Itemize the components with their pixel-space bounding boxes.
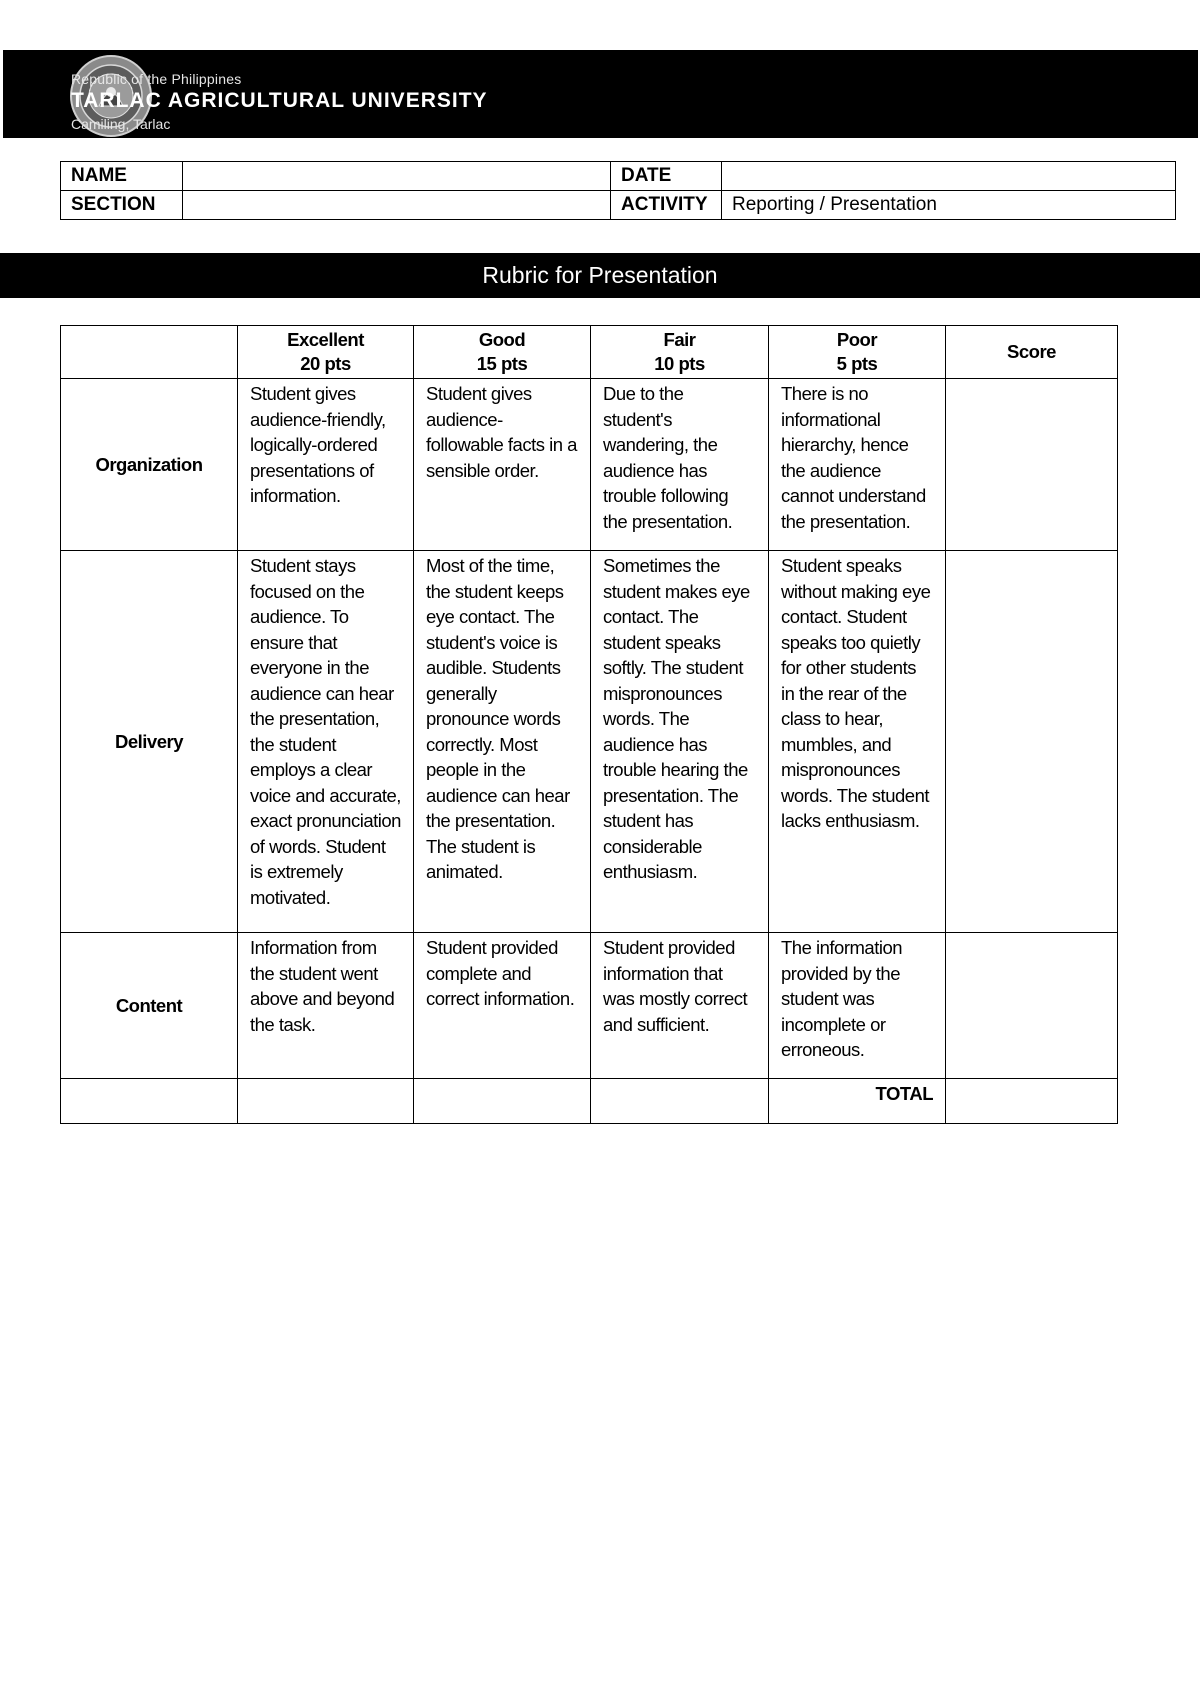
- republic-text: Republic of the Philippines: [71, 71, 242, 87]
- empty-cell: [238, 1079, 414, 1124]
- rubric-table: [60, 325, 1118, 1124]
- column-header-fair: [591, 326, 769, 379]
- empty-cell: [591, 1079, 769, 1124]
- descriptor-cell: Student provided complete and correct information.: [414, 933, 591, 1079]
- descriptor-cell: Student gives audience-friendly, logically-ordered presentations of information.: [238, 379, 414, 551]
- total-label: TOTAL: [769, 1079, 946, 1124]
- empty-cell: [414, 1079, 591, 1124]
- score-cell-organization[interactable]: [946, 379, 1118, 551]
- activity-label: ACTIVITY: [611, 191, 722, 220]
- criterion-delivery: Delivery: [61, 551, 238, 933]
- descriptor-cell: Student stays focused on the audience. To ensure that everyone in the audience can hear the presentation, the student employs a clear voice and accurate, exact pronunciation of words. Student is extremely motivated.: [238, 551, 414, 933]
- column-name: Good: [478, 329, 526, 350]
- column-header-poor: [769, 326, 946, 379]
- column-name: Fair: [663, 329, 696, 350]
- rubric-row-organization: [61, 379, 1118, 551]
- column-points: 5 pts: [836, 353, 878, 374]
- total-score-cell[interactable]: [946, 1079, 1118, 1124]
- activity-field[interactable]: Reporting / Presentation: [722, 191, 1176, 220]
- criterion-content: Content: [61, 933, 238, 1079]
- descriptor-cell: Most of the time, the student keeps eye contact. The student's voice is audible. Students generally pronounce words correctly. Most people in the audience can hear the presentation. The student is animated.: [414, 551, 591, 933]
- descriptor-cell: Sometimes the student makes eye contact. The student speaks softly. The student mispronounces words. The audience has trouble hearing the presentation. The student has considerable enthusiasm.: [591, 551, 769, 933]
- score-cell-content[interactable]: [946, 933, 1118, 1079]
- column-header-good: [414, 326, 591, 379]
- student-info-table: [60, 161, 1176, 220]
- descriptor-cell: Student gives audience-followable facts in a sensible order.: [414, 379, 591, 551]
- descriptor-cell: Student speaks without making eye contact. Student speaks too quietly for other students in the rear of the class to hear, mumbles, and mispronounces words. The student lacks enthusiasm.: [769, 551, 946, 933]
- info-row-section: [61, 191, 1176, 220]
- descriptor-cell: Information from the student went above and beyond the task.: [238, 933, 414, 1079]
- section-label: SECTION: [61, 191, 183, 220]
- empty-cell: [61, 1079, 238, 1124]
- date-label: DATE: [611, 162, 722, 191]
- header-band: [3, 50, 1198, 138]
- university-name: TARLAC AGRICULTURAL UNIVERSITY: [71, 89, 488, 112]
- criterion-organization: Organization: [61, 379, 238, 551]
- column-points: 15 pts: [476, 353, 528, 374]
- descriptor-cell: The information provided by the student was incomplete or erroneous.: [769, 933, 946, 1079]
- date-field[interactable]: [722, 162, 1176, 191]
- location-text: Camiling, Tarlac: [71, 116, 171, 132]
- name-field[interactable]: [183, 162, 611, 191]
- rubric-row-delivery: [61, 551, 1118, 933]
- rubric-title: Rubric for Presentation: [0, 253, 1200, 298]
- section-field[interactable]: [183, 191, 611, 220]
- name-label: NAME: [61, 162, 183, 191]
- info-row-name: [61, 162, 1176, 191]
- descriptor-cell: Due to the student's wandering, the audience has trouble following the presentation.: [591, 379, 769, 551]
- descriptor-cell: Student provided information that was mostly correct and sufficient.: [591, 933, 769, 1079]
- score-cell-delivery[interactable]: [946, 551, 1118, 933]
- column-name: Excellent: [287, 329, 364, 350]
- column-header-score: Score: [946, 326, 1118, 379]
- column-name: Poor: [836, 329, 878, 350]
- column-points: 20 pts: [300, 353, 351, 374]
- rubric-row-content: [61, 933, 1118, 1079]
- rubric-header-row: [61, 326, 1118, 379]
- descriptor-cell: There is no informational hierarchy, hence the audience cannot understand the presentation.: [769, 379, 946, 551]
- column-points: 10 pts: [654, 353, 705, 374]
- column-header-excellent: [238, 326, 414, 379]
- rubric-total-row: [61, 1079, 1118, 1124]
- criteria-header-cell: [61, 326, 238, 379]
